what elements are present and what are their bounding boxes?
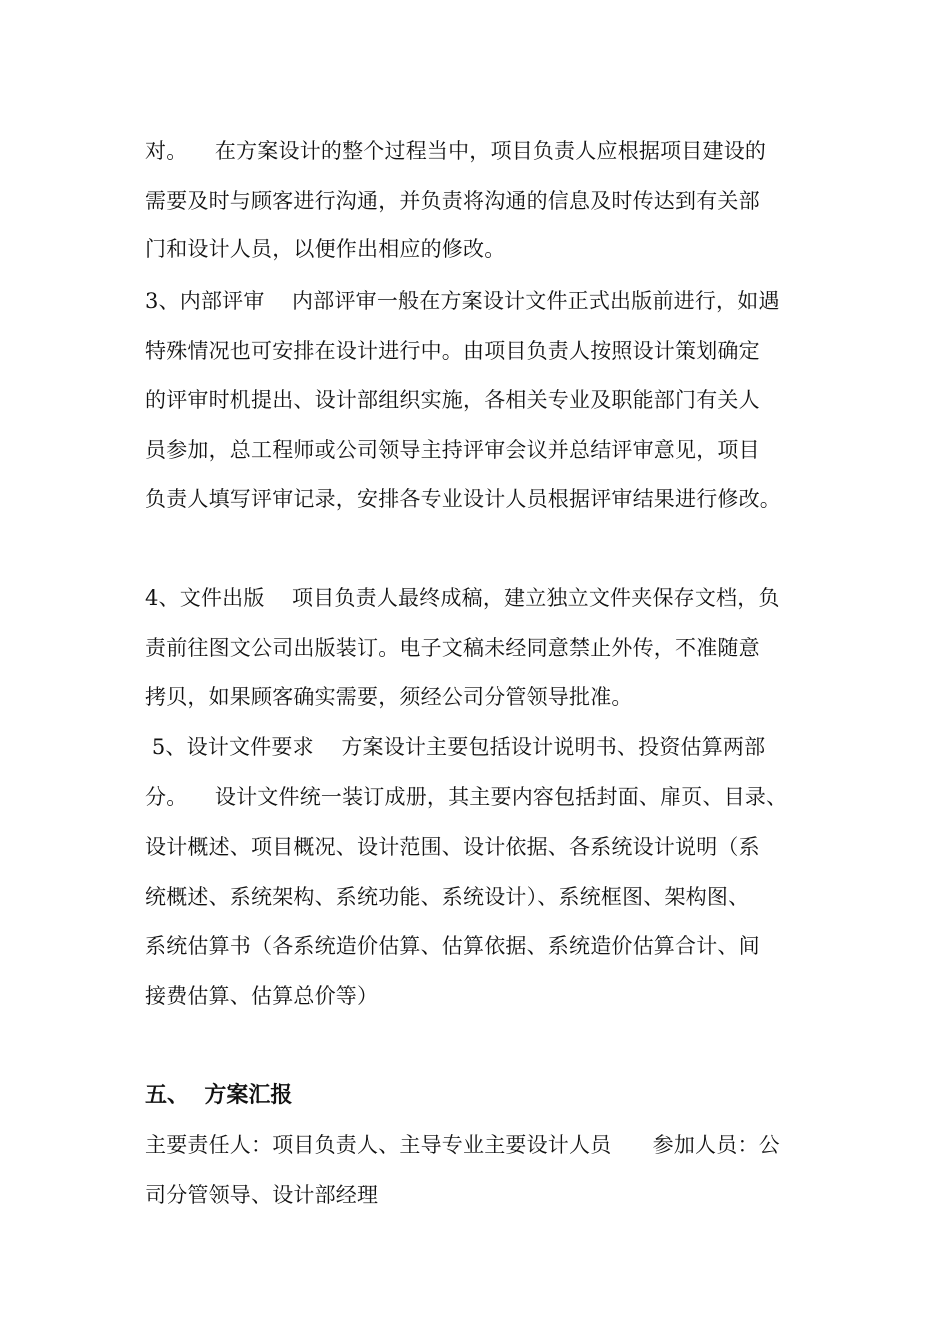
paragraph-4-line-6: 接费估算、估算总价等） (145, 984, 379, 1008)
paragraph-4-line-2: 分。 设计文件统一装订成册，其主要内容包括封面、扉页、目录、 (145, 785, 788, 809)
paragraph-3-line-3: 拷贝，如果顾客确实需要，须经公司分管领导批准。 (145, 685, 633, 709)
section-heading: 五、 方案汇报 (145, 1082, 293, 1108)
paragraph-2-line-4: 员参加，总工程师或公司领导主持评审会议并总结评审意见，项目 (145, 438, 760, 462)
paragraph-1-line-2: 需要及时与顾客进行沟通，并负责将沟通的信息及时传达到有关部 (145, 189, 760, 213)
paragraph-4-line-1: 5、设计文件要求 方案设计主要包括设计说明书、投资估算两部 (145, 735, 766, 759)
paragraph-1-line-3: 门和设计人员，以便作出相应的修改。 (145, 237, 506, 261)
paragraph-2-line-2: 特殊情况也可安排在设计进行中。由项目负责人按照设计策划确定 (145, 339, 760, 363)
paragraph-2-line-1: 3、内部评审 内部评审一般在方案设计文件正式出版前进行，如遇 (145, 289, 780, 313)
paragraph-2-line-5: 负责人填写评审记录，安排各专业设计人员根据评审结果进行修改。 (145, 487, 781, 511)
paragraph-3-line-1: 4、文件出版 项目负责人最终成稿，建立独立文件夹保存文档，负 (145, 586, 780, 610)
paragraph-3-line-2: 责前往图文公司出版装订。电子文稿未经同意禁止外传，不准随意 (145, 636, 760, 660)
paragraph-1-line-1: 对。 在方案设计的整个过程当中，项目负责人应根据项目建设的 (145, 139, 767, 163)
paragraph-2-line-3: 的评审时机提出、设计部组织实施，各相关专业及职能部门有关人 (145, 388, 760, 412)
section-line-2: 司分管领导、设计部经理 (145, 1183, 379, 1207)
section-line-1: 主要责任人：项目负责人、主导专业主要设计人员 参加人员：公 (145, 1133, 780, 1157)
paragraph-4-line-5: 系统估算书（各系统造价估算、估算依据、系统造价估算合计、间 (145, 934, 760, 958)
paragraph-4-line-4: 统概述、系统架构、系统功能、系统设计）、系统框图、架构图、 (145, 885, 750, 909)
paragraph-4-line-3: 设计概述、项目概况、设计范围、设计依据、各系统设计说明（系 (145, 835, 760, 859)
